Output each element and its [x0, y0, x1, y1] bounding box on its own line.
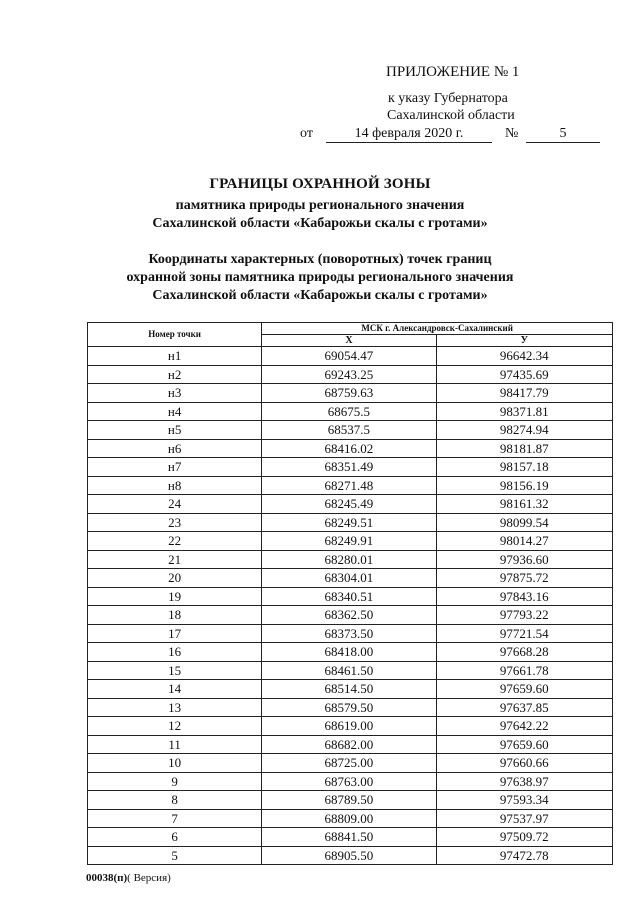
header-point-number: Номер точки [88, 323, 262, 347]
y-coordinate-cell: 97472.78 [436, 846, 612, 865]
y-coordinate-cell: 97661.78 [436, 661, 612, 680]
x-coordinate-cell: 68373.50 [262, 624, 436, 643]
x-coordinate-cell: 68304.01 [262, 569, 436, 588]
table-row [88, 513, 613, 532]
point-number-cell: 9 [88, 772, 262, 791]
point-number-cell: 7 [88, 809, 262, 828]
document-code: 00038(п) [86, 872, 128, 884]
table-row [88, 680, 613, 699]
y-coordinate-cell: 97637.85 [436, 698, 612, 717]
point-number-cell: н8 [88, 476, 262, 495]
table-row [88, 754, 613, 773]
y-coordinate-cell: 97721.54 [436, 624, 612, 643]
table-row [88, 347, 613, 366]
document-title: ГРАНИЦЫ ОХРАННОЙ ЗОНЫ [209, 176, 431, 192]
x-coordinate-cell: 68579.50 [262, 698, 436, 717]
table-caption-line2: охранной зоны памятника природы регионального значения [126, 270, 514, 285]
x-coordinate-cell: 68461.50 [262, 661, 436, 680]
point-number-cell: 19 [88, 587, 262, 606]
table-row [88, 809, 613, 828]
point-number-cell: н2 [88, 365, 262, 384]
point-number-cell: 23 [88, 513, 262, 532]
y-coordinate-cell: 96642.34 [436, 347, 612, 366]
table-row [88, 587, 613, 606]
header-x: X [262, 335, 436, 347]
x-coordinate-cell: 68619.00 [262, 717, 436, 736]
point-number-cell: 14 [88, 680, 262, 699]
document-version: ( Версия) [127, 872, 171, 884]
x-coordinate-cell: 68841.50 [262, 828, 436, 847]
table-row [88, 421, 613, 440]
x-coordinate-cell: 68271.48 [262, 476, 436, 495]
x-coordinate-cell: 68245.49 [262, 495, 436, 514]
decree-reference-line2: Сахалинской области [387, 108, 515, 123]
point-number-cell: н3 [88, 384, 262, 403]
y-coordinate-cell: 97936.60 [436, 550, 612, 569]
x-coordinate-cell: 68362.50 [262, 606, 436, 625]
x-coordinate-cell: 68418.00 [262, 643, 436, 662]
point-number-cell: 6 [88, 828, 262, 847]
table-row [88, 624, 613, 643]
x-coordinate-cell: 68789.50 [262, 791, 436, 810]
y-coordinate-cell: 97793.22 [436, 606, 612, 625]
header-coordinate-system: МСК г. Александровск-Сахалинский [262, 323, 613, 335]
document-title-line3: Сахалинской области «Кабарожьи скалы с гротами» [152, 216, 488, 231]
x-coordinate-cell: 68416.02 [262, 439, 436, 458]
table-caption-line3: Сахалинской области «Кабарожьи скалы с гротами» [152, 288, 488, 303]
x-coordinate-cell: 68351.49 [262, 458, 436, 477]
x-coordinate-cell: 68249.51 [262, 513, 436, 532]
point-number-cell: 24 [88, 495, 262, 514]
point-number-cell: 16 [88, 643, 262, 662]
y-coordinate-cell: 98181.87 [436, 439, 612, 458]
table-row [88, 439, 613, 458]
x-coordinate-cell: 68682.00 [262, 735, 436, 754]
point-number-cell: 15 [88, 661, 262, 680]
y-coordinate-cell: 98417.79 [436, 384, 612, 403]
point-number-cell: н1 [88, 347, 262, 366]
header-y: У [436, 335, 612, 347]
y-coordinate-cell: 97875.72 [436, 569, 612, 588]
table-caption-line1: Координаты характерных (поворотных) точек границ [148, 252, 492, 267]
x-coordinate-cell: 68340.51 [262, 587, 436, 606]
y-coordinate-cell: 97660.66 [436, 754, 612, 773]
x-coordinate-cell: 68249.91 [262, 532, 436, 551]
y-coordinate-cell: 97537.97 [436, 809, 612, 828]
table-row [88, 735, 613, 754]
y-coordinate-cell: 98274.94 [436, 421, 612, 440]
number-label: № [505, 126, 519, 141]
table-row [88, 698, 613, 717]
point-number-cell: 21 [88, 550, 262, 569]
point-number-cell: 17 [88, 624, 262, 643]
y-coordinate-cell: 97642.22 [436, 717, 612, 736]
y-coordinate-cell: 98014.27 [436, 532, 612, 551]
appendix-title: ПРИЛОЖЕНИЕ № 1 [386, 64, 520, 80]
point-number-cell: 8 [88, 791, 262, 810]
y-coordinate-cell: 98156.19 [436, 476, 612, 495]
x-coordinate-cell: 68675.5 [262, 402, 436, 421]
table-row [88, 384, 613, 403]
table-row [88, 661, 613, 680]
point-number-cell: 20 [88, 569, 262, 588]
point-number-cell: 11 [88, 735, 262, 754]
point-number-cell: 13 [88, 698, 262, 717]
table-body [88, 347, 613, 865]
x-coordinate-cell: 68809.00 [262, 809, 436, 828]
table-row [88, 846, 613, 865]
footer-code [86, 872, 171, 884]
y-coordinate-cell: 98371.81 [436, 402, 612, 421]
y-coordinate-cell: 97659.60 [436, 680, 612, 699]
point-number-cell: 18 [88, 606, 262, 625]
table-row [88, 495, 613, 514]
table-row [88, 717, 613, 736]
decree-reference-line1: к указу Губернатора [388, 91, 508, 106]
point-number-cell: 22 [88, 532, 262, 551]
table-row [88, 476, 613, 495]
y-coordinate-cell: 97659.60 [436, 735, 612, 754]
table-header-row [88, 323, 613, 335]
x-coordinate-cell: 68905.50 [262, 846, 436, 865]
document-title-line2: памятника природы регионального значения [175, 198, 465, 213]
x-coordinate-cell: 69054.47 [262, 347, 436, 366]
table-row [88, 606, 613, 625]
decree-number: 5 [526, 126, 600, 143]
x-coordinate-cell: 68725.00 [262, 754, 436, 773]
table-row [88, 365, 613, 384]
decree-date: 14 февраля 2020 г. [326, 126, 492, 143]
table-row [88, 791, 613, 810]
table-row [88, 550, 613, 569]
point-number-cell: н6 [88, 439, 262, 458]
y-coordinate-cell: 97509.72 [436, 828, 612, 847]
y-coordinate-cell: 98161.32 [436, 495, 612, 514]
table-row [88, 828, 613, 847]
y-coordinate-cell: 98157.18 [436, 458, 612, 477]
table-row [88, 772, 613, 791]
decree-date-row [300, 126, 610, 146]
table-row [88, 402, 613, 421]
x-coordinate-cell: 68759.63 [262, 384, 436, 403]
x-coordinate-cell: 68280.01 [262, 550, 436, 569]
coordinates-table [87, 322, 613, 865]
x-coordinate-cell: 68763.00 [262, 772, 436, 791]
x-coordinate-cell: 68537.5 [262, 421, 436, 440]
y-coordinate-cell: 97638.97 [436, 772, 612, 791]
point-number-cell: 5 [88, 846, 262, 865]
y-coordinate-cell: 98099.54 [436, 513, 612, 532]
table-row [88, 569, 613, 588]
table-row [88, 458, 613, 477]
point-number-cell: н7 [88, 458, 262, 477]
from-label: от [300, 126, 313, 141]
y-coordinate-cell: 97435.69 [436, 365, 612, 384]
point-number-cell: н5 [88, 421, 262, 440]
x-coordinate-cell: 69243.25 [262, 365, 436, 384]
point-number-cell: 10 [88, 754, 262, 773]
y-coordinate-cell: 97843.16 [436, 587, 612, 606]
point-number-cell: н4 [88, 402, 262, 421]
table-row [88, 643, 613, 662]
point-number-cell: 12 [88, 717, 262, 736]
table-row [88, 532, 613, 551]
x-coordinate-cell: 68514.50 [262, 680, 436, 699]
y-coordinate-cell: 97593.34 [436, 791, 612, 810]
y-coordinate-cell: 97668.28 [436, 643, 612, 662]
